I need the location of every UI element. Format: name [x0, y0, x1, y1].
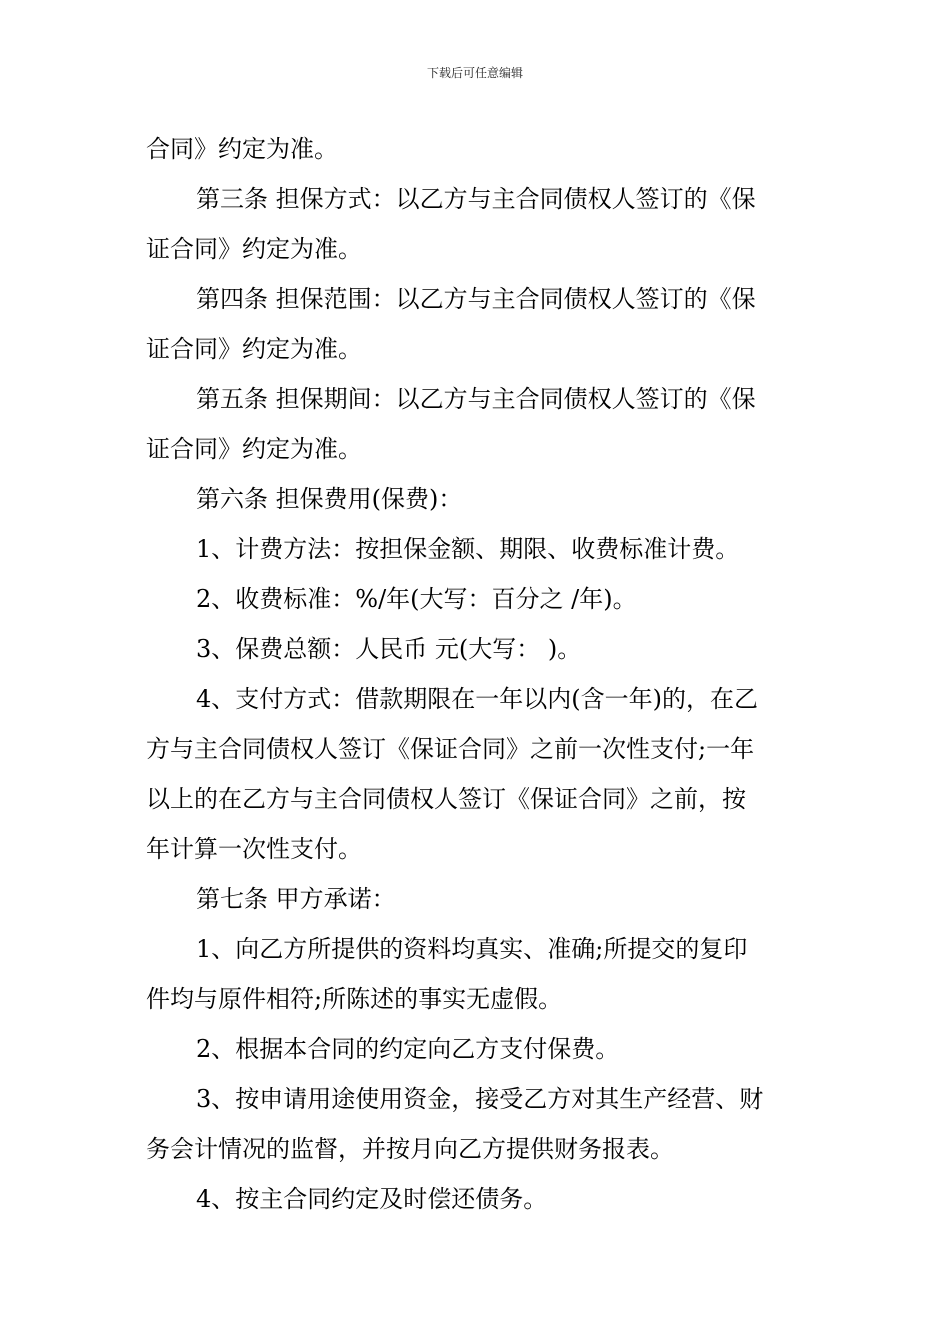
page-header: 下载后可任意编辑	[426, 66, 523, 80]
clause-3-title: 第三条 担保方式：以乙方与主合同债权人签订的《保	[196, 185, 756, 213]
clause-6-title: 第六条 担保费用(保费)：	[196, 485, 463, 513]
list-item: 1、计费方法：按担保金额、期限、收费标准计费。	[196, 535, 740, 563]
list-item: 3、按申请用途使用资金，接受乙方对其生产经营、财	[196, 1085, 764, 1113]
text-line: 以上的在乙方与主合同债权人签订《保证合同》之前，按	[146, 785, 746, 813]
text-line: 年计算一次性支付。	[146, 835, 362, 863]
text-line: 方与主合同债权人签订《保证合同》之前一次性支付;一年	[146, 735, 755, 763]
text-line: 证合同》约定为准。	[146, 335, 362, 363]
text-line: 件均与原件相符;所陈述的事实无虚假。	[146, 985, 563, 1013]
text-line: 证合同》约定为准。	[146, 235, 362, 263]
clause-5-title: 第五条 担保期间：以乙方与主合同债权人签订的《保	[196, 385, 756, 413]
list-item: 2、根据本合同的约定向乙方支付保费。	[196, 1035, 620, 1063]
text-line: 合同》约定为准。	[146, 135, 338, 163]
list-item: 2、收费标准：%/年(大写：百分之 /年)。	[196, 585, 637, 613]
clause-7-title: 第七条 甲方承诺：	[196, 885, 396, 913]
text-line: 务会计情况的监督，并按月向乙方提供财务报表。	[146, 1135, 674, 1163]
contract-body	[146, 124, 806, 1224]
text-line: 证合同》约定为准。	[146, 435, 362, 463]
clause-4-title: 第四条 担保范围：以乙方与主合同债权人签订的《保	[196, 285, 756, 313]
list-item: 1、向乙方所提供的资料均真实、准确;所提交的复印	[196, 935, 748, 963]
list-item: 3、保费总额：人民币 元(大写： )。	[196, 635, 582, 663]
list-item: 4、支付方式：借款期限在一年以内(含一年)的，在乙	[196, 685, 758, 713]
list-item: 4、按主合同约定及时偿还债务。	[196, 1185, 548, 1213]
